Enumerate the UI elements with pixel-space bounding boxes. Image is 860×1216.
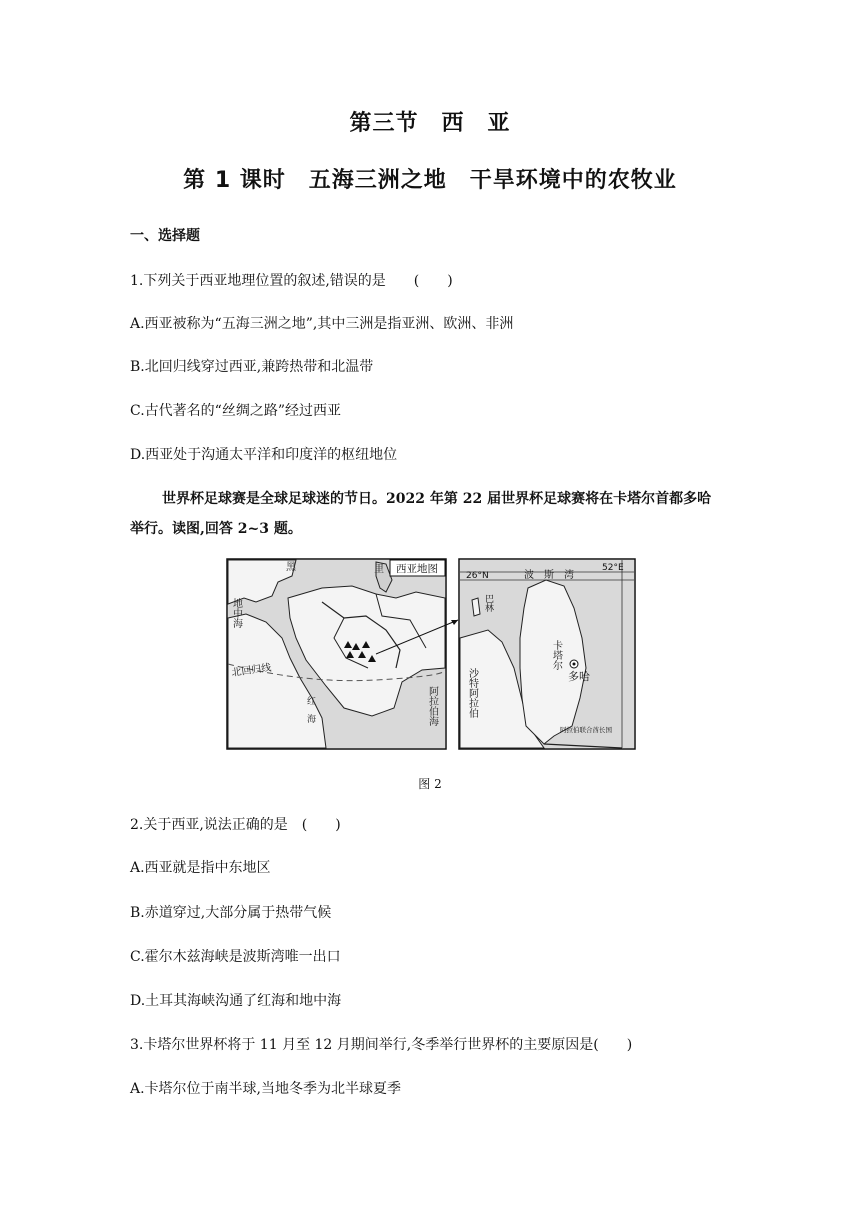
- q1-stem: 1.下列关于西亚地理位置的叙述,错误的是 ( ): [130, 273, 453, 289]
- qatar-label: 卡塔尔: [550, 640, 562, 670]
- q1-option-a: A.西亚被称为“五海三洲之地”,其中三洲是指亚洲、欧洲、非洲: [130, 316, 514, 332]
- tropic-label: 北回归线: [230, 662, 273, 679]
- lesson-title: 第 1 课时 五海三洲之地 干旱环境中的农牧业: [183, 168, 677, 193]
- black-sea-label: 黑: [286, 562, 296, 573]
- reading-intro: [130, 484, 750, 544]
- doha-label: 多哈: [568, 670, 590, 683]
- q3-stem: 3.卡塔尔世界杯将于 11 月至 12 月期间举行,冬季举行世界杯的主要原因是( ): [130, 1037, 633, 1053]
- bahrain-label: 巴林: [483, 594, 493, 612]
- persian-gulf-label: 波 斯 湾: [524, 570, 574, 581]
- q3-option-a: A.卡塔尔位于南半球,当地冬季为北半球夏季: [130, 1081, 402, 1097]
- lat-label: 26°N: [466, 571, 489, 581]
- arabian-sea-label: 阿拉伯海: [426, 686, 438, 726]
- q2-option-c: C.霍尔木兹海峡是波斯湾唯一出口: [130, 949, 341, 965]
- caspian-label: 里: [374, 564, 384, 575]
- reading-intro-line2: 举行。读图,回答 2~3 题。: [130, 521, 302, 537]
- q2-option-b: B.赤道穿过,大部分属于热带气候: [130, 905, 332, 921]
- lon-label: 52°E: [602, 563, 624, 573]
- q1-option-d: D.西亚处于沟通太平洋和印度洋的枢纽地位: [130, 447, 398, 463]
- west-asia-map: [227, 559, 458, 749]
- map-svg: [226, 558, 636, 750]
- map-figure: [226, 558, 636, 750]
- uae-label: 阿拉伯联合酋长国: [560, 726, 612, 734]
- section-title: 第三节 西 亚: [349, 111, 511, 136]
- q2-option-a: A.西亚就是指中东地区: [130, 860, 271, 876]
- reading-intro-line1: 世界杯足球赛是全球足球迷的节日。2022 年第 22 届世界杯足球赛将在卡塔尔首都多哈: [162, 491, 712, 507]
- figure-caption: 图 2: [418, 777, 442, 791]
- q1-option-b: B.北回归线穿过西亚,兼跨热带和北温带: [130, 359, 374, 375]
- section-label: 一、选择题: [130, 228, 200, 244]
- mediterranean-label: 地中海: [230, 598, 242, 628]
- qatar-map: [459, 559, 635, 749]
- left-map-title: 西亚地图: [396, 563, 438, 575]
- q2-option-d: D.土耳其海峡沟通了红海和地中海: [130, 993, 342, 1009]
- red-sea-label: 红 海: [305, 696, 315, 723]
- q1-option-c: C.古代著名的“丝绸之路”经过西亚: [130, 403, 341, 419]
- q2-stem: 2.关于西亚,说法正确的是 ( ): [130, 817, 341, 833]
- saudi-label: 沙特阿拉伯: [466, 668, 478, 718]
